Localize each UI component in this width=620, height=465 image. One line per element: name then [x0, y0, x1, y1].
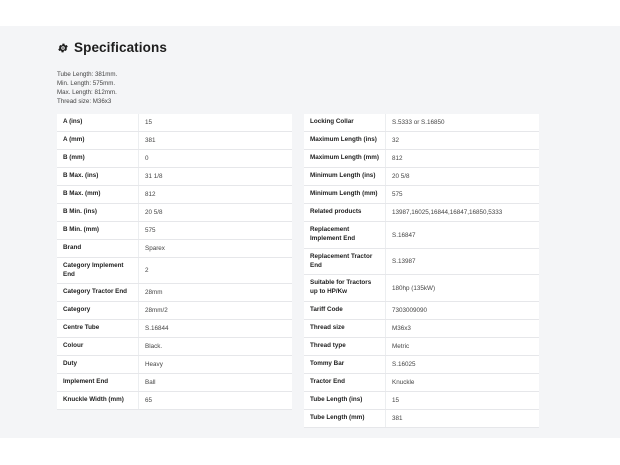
spec-summary: [57, 71, 117, 107]
spec-label: B Min. (ins): [57, 204, 139, 221]
spec-label: Colour: [57, 338, 139, 355]
spec-value: 812: [386, 150, 539, 167]
spec-label: Tommy Bar: [304, 356, 386, 373]
gear-icon: [57, 41, 69, 53]
spec-row: [57, 132, 292, 150]
spec-label: Tractor End: [304, 374, 386, 391]
spec-label: Brand: [57, 240, 139, 257]
spec-label: Category Implement End: [57, 258, 139, 283]
summary-line: Max. Length: 812mm.: [57, 88, 117, 96]
spec-label: B Max. (mm): [57, 186, 139, 203]
spec-row: [304, 392, 539, 410]
spec-row: [57, 204, 292, 222]
spec-value: 575: [139, 222, 292, 239]
spec-value: 2: [139, 258, 292, 283]
summary-line: Min. Length: 575mm.: [57, 79, 116, 87]
spec-value: Knuckle: [386, 374, 539, 391]
spec-value: 7303009090: [386, 302, 539, 319]
spec-label: Centre Tube: [57, 320, 139, 337]
spec-value: 31 1/8: [139, 168, 292, 185]
spec-row: [57, 114, 292, 132]
spec-value: 15: [139, 114, 292, 131]
spec-row: [304, 275, 539, 302]
spec-label: Maximum Length (ins): [304, 132, 386, 149]
spec-value: Heavy: [139, 356, 292, 373]
spec-row: [304, 132, 539, 150]
spec-label: B Min. (mm): [57, 222, 139, 239]
spec-row: [57, 392, 292, 410]
spec-row: [57, 186, 292, 204]
spec-label: Minimum Length (mm): [304, 186, 386, 203]
spec-label: Locking Collar: [304, 114, 386, 131]
spec-value: 381: [386, 410, 539, 427]
spec-label: Thread size: [304, 320, 386, 337]
spec-row: [57, 258, 292, 284]
spec-value: 575: [386, 186, 539, 203]
spec-value: 381: [139, 132, 292, 149]
summary-line: Thread size: M36x3: [57, 97, 112, 105]
spec-row: [57, 320, 292, 338]
spec-label: Duty: [57, 356, 139, 373]
spec-row: [304, 338, 539, 356]
spec-value: Metric: [386, 338, 539, 355]
spec-row: [304, 168, 539, 186]
spec-value: 20 5/8: [386, 168, 539, 185]
spec-label: Replacement Tractor End: [304, 249, 386, 274]
spec-label: A (mm): [57, 132, 139, 149]
spec-row: [304, 302, 539, 320]
spec-label: Replacement Implement End: [304, 222, 386, 248]
spec-row: [57, 374, 292, 392]
spec-row: [57, 284, 292, 302]
spec-row: [57, 302, 292, 320]
spec-row: [57, 150, 292, 168]
spec-row: [304, 186, 539, 204]
spec-label: Tube Length (ins): [304, 392, 386, 409]
spec-value: 65: [139, 392, 292, 409]
spec-value: 180hp (135kW): [386, 275, 539, 301]
spec-row: [304, 204, 539, 222]
spec-label: Knuckle Width (mm): [57, 392, 139, 409]
spec-row: [57, 168, 292, 186]
spec-row: [304, 320, 539, 338]
spec-row: [57, 240, 292, 258]
spec-row: [304, 222, 539, 249]
spec-value: 15: [386, 392, 539, 409]
spec-value: Black.: [139, 338, 292, 355]
spec-value: M36x3: [386, 320, 539, 337]
spec-value: 28mm: [139, 284, 292, 301]
spec-label: Minimum Length (ins): [304, 168, 386, 185]
spec-row: [304, 249, 539, 275]
spec-value: S.13987: [386, 249, 539, 274]
spec-row: [57, 338, 292, 356]
spec-label: A (ins): [57, 114, 139, 131]
spec-value: S.16847: [386, 222, 539, 248]
spec-row: [304, 150, 539, 168]
spec-value: Sparex: [139, 240, 292, 257]
spec-value: 0: [139, 150, 292, 167]
page-title: Specifications: [74, 39, 167, 55]
spec-value: S.16025: [386, 356, 539, 373]
spec-value: 13987,16025,16844,16847,16850,5333: [386, 204, 539, 221]
spec-label: Maximum Length (mm): [304, 150, 386, 167]
spec-label: B Max. (ins): [57, 168, 139, 185]
spec-row: [304, 356, 539, 374]
spec-label: Implement End: [57, 374, 139, 391]
spec-value: S.5333 or S.16850: [386, 114, 539, 131]
spec-value: 32: [386, 132, 539, 149]
spec-row: [57, 222, 292, 240]
spec-value: S.16844: [139, 320, 292, 337]
spec-value: 812: [139, 186, 292, 203]
spec-label: Category Tractor End: [57, 284, 139, 301]
spec-row: [304, 114, 539, 132]
spec-label: Suitable for Tractors up to HP/Kw: [304, 275, 386, 301]
summary-line: Tube Length: 381mm.: [57, 71, 118, 78]
spec-row: [304, 374, 539, 392]
spec-label: Tariff Code: [304, 302, 386, 319]
spec-row: [304, 410, 539, 428]
spec-label: B (mm): [57, 150, 139, 167]
spec-row: [57, 356, 292, 374]
spec-label: Thread type: [304, 338, 386, 355]
spec-table-right: [304, 114, 539, 428]
spec-label: Related products: [304, 204, 386, 221]
spec-value: 20 5/8: [139, 204, 292, 221]
spec-label: Tube Length (mm): [304, 410, 386, 427]
spec-value: Ball: [139, 374, 292, 391]
specifications-heading: [57, 38, 167, 56]
spec-table-left: [57, 114, 292, 410]
spec-label: Category: [57, 302, 139, 319]
spec-value: 28mm/2: [139, 302, 292, 319]
